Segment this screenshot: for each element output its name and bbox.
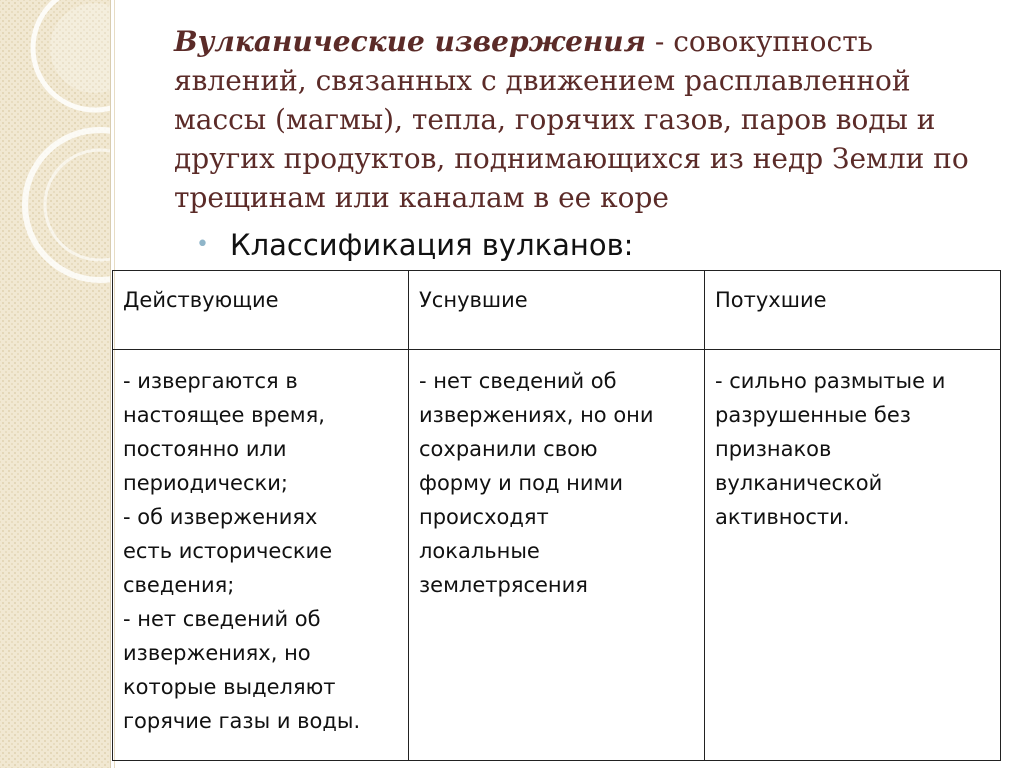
definition-text: - совокупность явлений, связанных с движением расплавленной массы (магмы), тепла, горячих газов, паров воды и других продуктов, поднимающихся из недр Земли по трещинам или каналам в ее коре (174, 25, 969, 214)
classification-heading-text: Классификация вулканов: (230, 228, 634, 262)
table-row (113, 350, 1001, 761)
header-extinct: Потухшие (705, 271, 1001, 350)
definition-paragraph (174, 22, 994, 217)
strip-divider (110, 0, 111, 768)
cell-extinct-description: - сильно размытые и разрушенные без признаков вулканической активности. (705, 350, 1001, 761)
decorative-side-strip (0, 0, 110, 768)
table-header-row (113, 271, 1001, 350)
cell-active-description: - извергаются в настоящее время, постоянно или периодически; - об извержениях есть исторические сведения; - нет сведений об извержениях, но которые выделяют горячие газы и воды. (113, 350, 409, 761)
decorative-rings (0, 0, 110, 768)
classification-heading (196, 228, 633, 262)
cell-dormant-description: - нет сведений об извержениях, но они сохранили свою форму и под ними происходят локальные землетрясения (409, 350, 705, 761)
volcano-classification-table (112, 270, 1001, 761)
header-active: Действующие (113, 271, 409, 350)
bullet-icon: • (196, 232, 209, 257)
header-dormant: Уснувшие (409, 271, 705, 350)
definition-term: Вулканические извержения (174, 25, 646, 58)
